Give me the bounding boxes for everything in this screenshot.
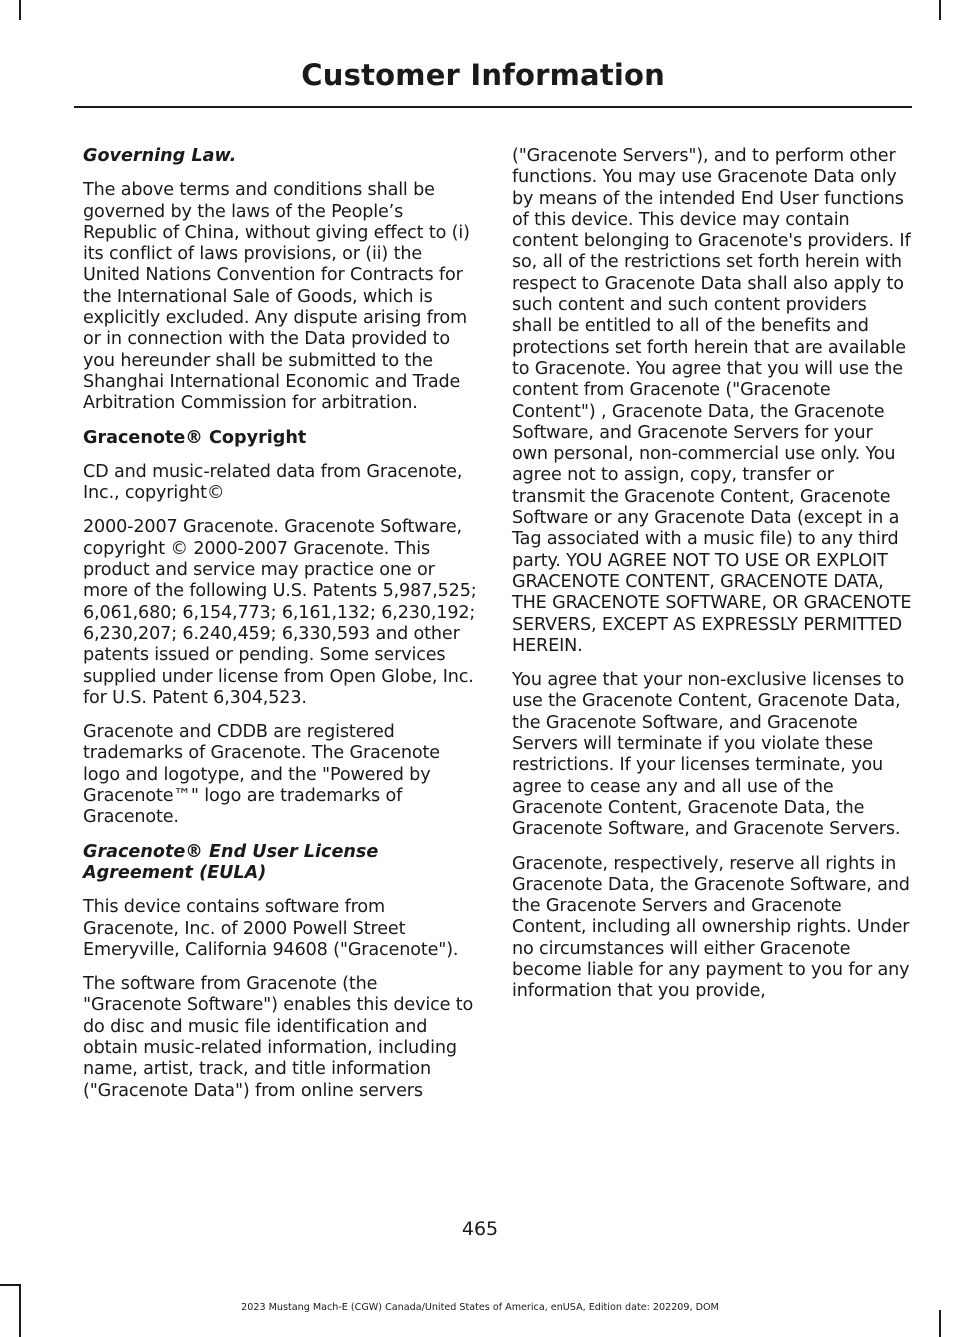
paragraph-trademarks: Gracenote and CDDB are registered trademarks of Gracenote. The Gracenote logo and logotype, and the "Powered by Gracenote™" logo are trademarks of Gracenote. xyxy=(83,722,440,828)
paragraph-eula-intro: This device contains software from Gracenote, Inc. of 2000 Powell Street Emeryville, California 94608 ("Gracenote"). xyxy=(83,897,459,960)
crop-mark-bottom-right xyxy=(939,1310,941,1337)
heading-gracenote-copyright: Gracenote® Copyright xyxy=(83,427,307,448)
paragraph-reserved-rights: Gracenote, respectively, reserve all rights in Gracenote Data, the Gracenote Software, and the Gracenote Servers and Gracenote Content, including all ownership rights. Under no circumstances will either Gracenote become liable for any payment to you for any information that you provide, xyxy=(512,853,910,1002)
paragraph-usage-terms: ("Gracenote Servers"), and to perform other functions. You may use Gracenote Data only by means of the intended End User functions of this device. This device may contain content belonging to Gracenote's providers. If so, all of the restrictions set forth herein with respect to Gracenote Data shall also apply to such content and such content providers shall be entitled to all of the benefits and protections set forth herein that are available to Gracenote. You agree that you will use the content from Gracenote ("Gracenote Content") , Gracenote Data, the Gracenote Software, and Gracenote Servers for your own personal, non-commercial use only. You agree not to assign, copy, transfer or transmit the Gracenote Content, Gracenote Software or any Gracenote Data (except in a Tag associated with a music file) to any third party. YOU AGREE NOT TO USE OR EXPLOIT GRACENOTE CONTENT, GRACENOTE DATA, THE GRACENOTE SOFTWARE, OR GRACENOTE SERVERS, EXCEPT AS EXPRESSLY PERMITTED HEREIN. xyxy=(512,146,912,656)
heading-governing-law: Governing Law. xyxy=(83,146,237,166)
footer-edition-text: 2023 Mustang Mach-E (CGW) Canada/United States of America, enUSA, Edition date: 202209, DOM xyxy=(241,1302,719,1313)
paragraph-license-termination: You agree that your non-exclusive licenses to use the Gracenote Content, Gracenote Data, the Gracenote Software, and Gracenote Servers will terminate if you violate these restrictions. If your licenses terminate, you agree to cease any and all use of the Gracenote Content, Gracenote Data, the Gracenote Software, and Gracenote Servers. xyxy=(512,670,905,840)
left-column xyxy=(83,146,478,1115)
crop-mark-bottom-left-horizontal xyxy=(0,1284,20,1286)
page-header-title: Customer Information xyxy=(301,58,665,92)
paragraph-patents: 2000-2007 Gracenote. Gracenote Software, copyright © 2000-2007 Gracenote. This product and service may practice one or more of the following U.S. Patents 5,987,525; 6,061,680; 6,154,773; 6,161,132; 6,230,192; 6,230,207; 6.240,459; 6,330,593 and other patents issued or pending. Some services supplied under license from Open Globe, Inc. for U.S. Patent 6,304,523. xyxy=(83,517,477,708)
heading-eula: Gracenote® End User License Agreement (EULA) xyxy=(83,841,379,883)
page-number: 465 xyxy=(461,1218,499,1240)
crop-mark-top-right xyxy=(939,0,941,20)
paragraph-governing-law: The above terms and conditions shall be governed by the laws of the People’s Republic of China, without giving effect to (i) its conflict of laws provisions, or (ii) the United Nations Convention for Contracts for the International Sale of Goods, which is explicitly excluded. Any dispute arising from or in connection with the Data provided to you hereunder shall be submitted to the Shanghai International Economic and Trade Arbitration Commission for arbitration. xyxy=(83,180,470,414)
header-divider xyxy=(74,106,912,108)
paragraph-copyright-intro: CD and music-related data from Gracenote, Inc., copyright© xyxy=(83,461,463,504)
paragraph-gracenote-software: The software from Gracenote (the "Gracenote Software") enables this device to do disc and music file identification and obtain music-related information, including name, artist, track, and title information ("Gracenote Data") from online servers xyxy=(83,974,474,1101)
crop-mark-top-left xyxy=(19,0,21,20)
right-column xyxy=(512,146,912,1016)
